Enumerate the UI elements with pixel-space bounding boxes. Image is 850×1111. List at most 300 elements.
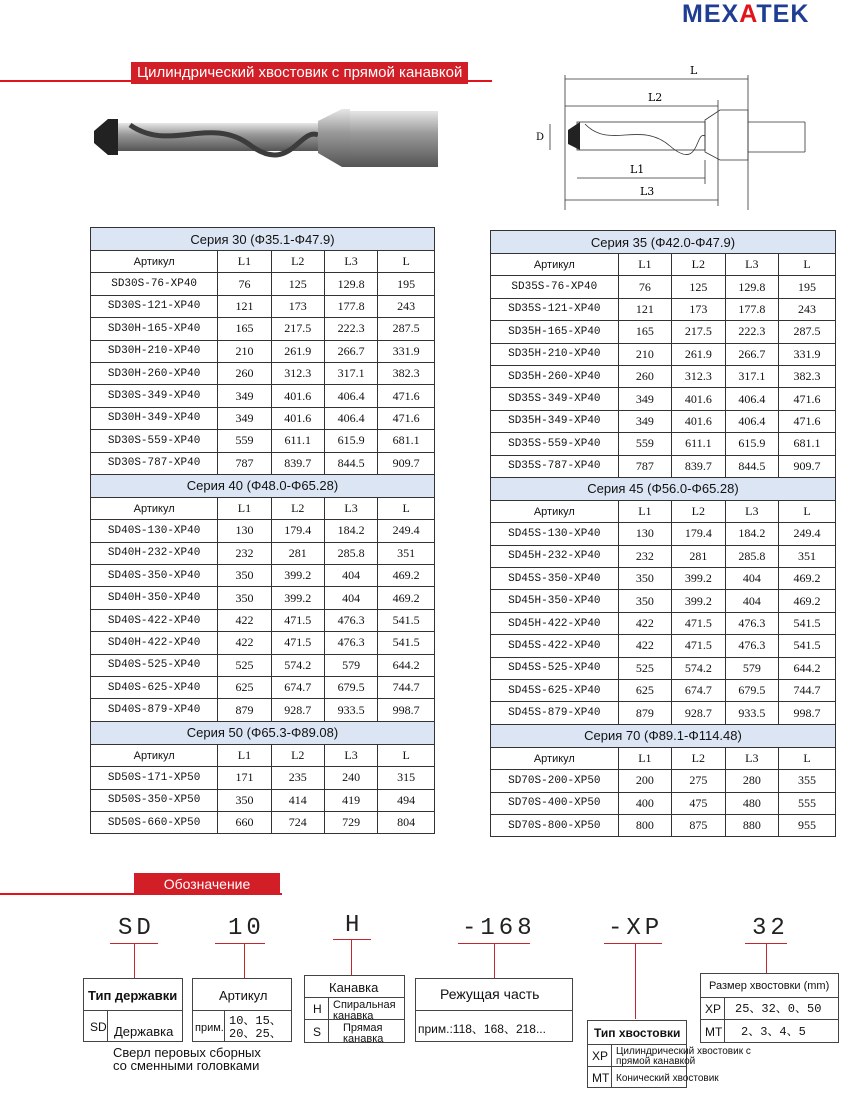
code-sd: SD <box>118 915 155 942</box>
article-cell: SD30S-559-XP40 <box>91 430 218 452</box>
table-row <box>491 612 836 634</box>
cutting-values: прим.:118、168、218... <box>418 1022 546 1036</box>
column-header-row <box>491 254 836 276</box>
table-row <box>491 365 836 387</box>
column-header: L1 <box>218 497 271 519</box>
dimension-cell: 266.7 <box>324 340 377 362</box>
dimension-cell: 232 <box>218 542 271 564</box>
dimension-cell: 312.3 <box>672 365 725 387</box>
dimension-cell: 471.6 <box>378 385 435 407</box>
table-row <box>491 545 836 567</box>
table-row <box>491 814 836 836</box>
dimension-cell: 476.3 <box>324 609 377 631</box>
dimension-cell: 909.7 <box>779 455 836 477</box>
column-header: L <box>779 500 836 522</box>
dimension-cell: 475 <box>672 792 725 814</box>
column-header: L1 <box>218 744 271 766</box>
dimension-cell: 281 <box>271 542 324 564</box>
column-header: L2 <box>672 500 725 522</box>
column-header: L1 <box>618 747 671 769</box>
dimension-cell: 574.2 <box>271 654 324 676</box>
article-cell: SD45H-350-XP40 <box>491 590 619 612</box>
article-cell: SD45S-130-XP40 <box>491 523 619 545</box>
code-h: H <box>345 912 364 939</box>
dimension-cell: 351 <box>779 545 836 567</box>
column-header: L2 <box>271 251 324 273</box>
dimension-cell: 469.2 <box>779 590 836 612</box>
dimension-cell: 312.3 <box>271 362 324 384</box>
table-row <box>491 455 836 477</box>
table-row <box>91 767 435 789</box>
dimension-cell: 130 <box>218 520 271 542</box>
dimension-cell: 880 <box>725 814 778 836</box>
table-row <box>491 568 836 590</box>
article-cell: SD70S-800-XP50 <box>491 814 619 836</box>
holder-type-code: SD <box>90 1020 107 1034</box>
dimension-cell: 349 <box>218 407 271 429</box>
article-cell: SD40H-422-XP40 <box>91 632 218 654</box>
dimension-cell: 744.7 <box>378 677 435 699</box>
article-cell: SD35S-121-XP40 <box>491 298 619 320</box>
table-row <box>491 657 836 679</box>
dimension-cell: 724 <box>271 811 324 833</box>
article-cell: SD45S-525-XP40 <box>491 657 619 679</box>
article-cell: SD40S-350-XP40 <box>91 565 218 587</box>
dimension-cell: 401.6 <box>271 385 324 407</box>
table-row <box>491 276 836 298</box>
article-cell: SD35S-349-XP40 <box>491 388 619 410</box>
holder-type-title: Тип державки <box>88 988 178 1003</box>
dimension-cell: 559 <box>218 430 271 452</box>
table-row <box>91 273 435 295</box>
article-cell: SD35H-260-XP40 <box>491 365 619 387</box>
dimension-cell: 349 <box>618 410 671 432</box>
dimension-cell: 317.1 <box>324 362 377 384</box>
dimension-cell: 525 <box>218 654 271 676</box>
dimension-cell: 839.7 <box>271 452 324 474</box>
dimension-cell: 525 <box>618 657 671 679</box>
shank-size-mt-values: 2、3、4、5 <box>741 1025 806 1039</box>
dimension-cell: 404 <box>725 590 778 612</box>
article-cell: SD30S-121-XP40 <box>91 295 218 317</box>
dimension-cell: 471.6 <box>779 410 836 432</box>
article-cell: SD40S-422-XP40 <box>91 609 218 631</box>
dimension-cell: 210 <box>218 340 271 362</box>
article-cell: SD35H-210-XP40 <box>491 343 619 365</box>
dimension-cell: 235 <box>271 767 324 789</box>
dimension-cell: 644.2 <box>779 657 836 679</box>
holder-type-box <box>83 978 183 1042</box>
dimension-cell: 541.5 <box>378 632 435 654</box>
dimension-cell: 249.4 <box>378 520 435 542</box>
table-row <box>91 811 435 833</box>
dimension-cell: 382.3 <box>779 365 836 387</box>
table-row <box>91 789 435 811</box>
dimension-cell: 844.5 <box>725 455 778 477</box>
dimension-cell: 933.5 <box>725 702 778 724</box>
dimension-cell: 287.5 <box>779 321 836 343</box>
column-header-row <box>91 251 435 273</box>
article-cell: SD40S-625-XP40 <box>91 677 218 699</box>
code-ten: 10 <box>228 915 265 942</box>
table-row <box>91 542 435 564</box>
dimension-cell: 406.4 <box>324 407 377 429</box>
series-header-row <box>491 231 836 254</box>
code-h-connector <box>351 939 352 975</box>
dimension-cell: 681.1 <box>779 433 836 455</box>
dimension-cell: 400 <box>618 792 671 814</box>
table-row <box>91 340 435 362</box>
article-cell: SD35S-76-XP40 <box>491 276 619 298</box>
dimension-cell: 210 <box>618 343 671 365</box>
dimension-cell: 476.3 <box>324 632 377 654</box>
column-header: L <box>779 254 836 276</box>
column-header-row <box>91 744 435 766</box>
dimension-cell: 401.6 <box>271 407 324 429</box>
dimension-cell: 179.4 <box>672 523 725 545</box>
table-row <box>91 587 435 609</box>
label-D: D <box>536 132 545 143</box>
dimension-cell: 998.7 <box>378 699 435 721</box>
column-header: L2 <box>672 254 725 276</box>
header-title: Цилиндрический хвостовик с прямой канавкой <box>131 62 468 84</box>
article-cell: SD40H-232-XP40 <box>91 542 218 564</box>
article-cell: SD45H-422-XP40 <box>491 612 619 634</box>
dimension-cell: 399.2 <box>672 568 725 590</box>
shank-size-title: Размер хвостовки (mm) <box>709 980 830 992</box>
dimension-cell: 729 <box>324 811 377 833</box>
cutting-title: Режущая часть <box>440 986 540 1002</box>
article-cell: SD30H-260-XP40 <box>91 362 218 384</box>
article-cell: SD40H-350-XP40 <box>91 587 218 609</box>
table-row <box>491 388 836 410</box>
groove-title: Канавка <box>329 980 379 995</box>
dimension-cell: 350 <box>618 568 671 590</box>
table-row <box>91 677 435 699</box>
series-title: Серия 45 (Φ56.0-Φ65.28) <box>491 477 836 500</box>
holder-type-note: Сверл перовых сборных со сменными головками <box>113 1045 261 1073</box>
dimension-cell: 404 <box>725 568 778 590</box>
dimension-cell: 217.5 <box>271 318 324 340</box>
table-row <box>491 702 836 724</box>
column-header: L3 <box>725 747 778 769</box>
table-row <box>491 523 836 545</box>
shank-xp-text: Цилиндрический хвостовик с прямой канавкой <box>616 1046 751 1067</box>
dimension-cell: 611.1 <box>672 433 725 455</box>
dimension-cell: 681.1 <box>378 430 435 452</box>
series-title: Серия 50 (Φ65.3-Φ89.08) <box>91 721 435 744</box>
code-h-underline <box>333 939 371 940</box>
column-header: Артикул <box>491 254 619 276</box>
drill-photo <box>90 105 440 185</box>
dimension-cell: 800 <box>618 814 671 836</box>
article-cell: SD35S-559-XP40 <box>491 433 619 455</box>
dimension-cell: 261.9 <box>271 340 324 362</box>
dimension-cell: 541.5 <box>378 609 435 631</box>
column-header: Артикул <box>91 497 218 519</box>
dimension-cell: 404 <box>324 587 377 609</box>
dimension-cell: 350 <box>618 590 671 612</box>
article-cell: SD50S-171-XP50 <box>91 767 218 789</box>
shank-xp-code: XP <box>592 1049 609 1063</box>
table-row <box>91 520 435 542</box>
article-cell: SD35H-165-XP40 <box>491 321 619 343</box>
dimension-cell: 469.2 <box>378 565 435 587</box>
dimension-cell: 541.5 <box>779 612 836 634</box>
dimension-cell: 240 <box>324 767 377 789</box>
dimension-cell: 744.7 <box>779 680 836 702</box>
dimension-drawing <box>530 60 830 220</box>
article-cell: SD30H-349-XP40 <box>91 407 218 429</box>
table-row <box>91 407 435 429</box>
dimension-cell: 350 <box>218 789 271 811</box>
series-header-row <box>91 474 435 497</box>
dimension-cell: 76 <box>618 276 671 298</box>
dimension-cell: 928.7 <box>271 699 324 721</box>
table-row <box>91 318 435 340</box>
dimension-cell: 660 <box>218 811 271 833</box>
table-row <box>491 343 836 365</box>
dimension-cell: 625 <box>618 680 671 702</box>
table-row <box>91 699 435 721</box>
column-header: L2 <box>672 747 725 769</box>
dimension-cell: 674.7 <box>271 677 324 699</box>
shank-mt-text: Конический хвостовик <box>616 1073 719 1084</box>
series-title: Серия 70 (Φ89.1-Φ114.48) <box>491 724 836 747</box>
article-cell: SD50S-660-XP50 <box>91 811 218 833</box>
dimension-cell: 173 <box>672 298 725 320</box>
dimension-cell: 125 <box>271 273 324 295</box>
dimension-cell: 541.5 <box>779 635 836 657</box>
article-cell: SD30S-349-XP40 <box>91 385 218 407</box>
dimension-cell: 804 <box>378 811 435 833</box>
dimension-cell: 476.3 <box>725 612 778 634</box>
dimension-cell: 879 <box>218 699 271 721</box>
groove-s-text: Прямая канавка <box>343 1022 384 1045</box>
dimension-cell: 404 <box>324 565 377 587</box>
dimension-cell: 471.5 <box>672 612 725 634</box>
series-title: Серия 35 (Φ42.0-Φ47.9) <box>491 231 836 254</box>
column-header-row <box>491 747 836 769</box>
dimension-cell: 615.9 <box>725 433 778 455</box>
dimension-cell: 399.2 <box>271 587 324 609</box>
groove-box <box>304 975 405 1043</box>
column-header: L <box>779 747 836 769</box>
spec-table-right <box>490 230 836 837</box>
dimension-cell: 844.5 <box>324 452 377 474</box>
dimension-cell: 933.5 <box>324 699 377 721</box>
dimension-cell: 471.6 <box>779 388 836 410</box>
dimension-cell: 875 <box>672 814 725 836</box>
dimension-cell: 787 <box>618 455 671 477</box>
dimension-cell: 177.8 <box>725 298 778 320</box>
dimension-cell: 644.2 <box>378 654 435 676</box>
dimension-cell: 184.2 <box>725 523 778 545</box>
series-title: Серия 30 (Φ35.1-Φ47.9) <box>91 228 435 251</box>
article-cell: SD30S-76-XP40 <box>91 273 218 295</box>
dimension-cell: 217.5 <box>672 321 725 343</box>
article-cell: SD35H-349-XP40 <box>491 410 619 432</box>
table-row <box>91 295 435 317</box>
label-L3: L3 <box>640 185 655 198</box>
column-header: L <box>378 497 435 519</box>
designation-title: Обозначение <box>134 873 280 895</box>
brand-logo: MEXATEK <box>682 0 810 28</box>
dimension-cell: 177.8 <box>324 295 377 317</box>
dimension-cell: 579 <box>725 657 778 679</box>
dimension-cell: 349 <box>618 388 671 410</box>
table-row <box>491 410 836 432</box>
dimension-cell: 260 <box>218 362 271 384</box>
dimension-cell: 179.4 <box>271 520 324 542</box>
article-cell: SD30S-787-XP40 <box>91 452 218 474</box>
shank-size-xp-values: 25、32、0、50 <box>735 1002 822 1016</box>
cutting-box <box>415 978 573 1042</box>
dimension-cell: 480 <box>725 792 778 814</box>
article-cell: SD45S-350-XP40 <box>491 568 619 590</box>
code-xp: -XP <box>608 915 664 942</box>
dimension-cell: 317.1 <box>725 365 778 387</box>
shank-size-xp-code: XP <box>705 1002 722 1016</box>
column-header: Артикул <box>491 747 619 769</box>
code-ten-underline <box>215 943 265 944</box>
dimension-cell: 129.8 <box>324 273 377 295</box>
dimension-cell: 909.7 <box>378 452 435 474</box>
dimension-cell: 121 <box>218 295 271 317</box>
dimension-cell: 125 <box>672 276 725 298</box>
code-xp-underline <box>604 943 662 944</box>
spec-table-left <box>90 227 435 834</box>
dimension-cell: 173 <box>271 295 324 317</box>
code-sd-connector <box>134 943 135 978</box>
dimension-cell: 243 <box>378 295 435 317</box>
dimension-cell: 349 <box>218 385 271 407</box>
dimension-cell: 280 <box>725 770 778 792</box>
dimension-cell: 928.7 <box>672 702 725 724</box>
dimension-cell: 399.2 <box>672 590 725 612</box>
dimension-cell: 165 <box>218 318 271 340</box>
groove-h-text: Спиральная канавка <box>333 999 396 1022</box>
dimension-cell: 285.8 <box>324 542 377 564</box>
column-header: Артикул <box>491 500 619 522</box>
dimension-cell: 130 <box>618 523 671 545</box>
dimension-cell: 574.2 <box>672 657 725 679</box>
article-title: Артикул <box>219 988 268 1003</box>
dimension-cell: 184.2 <box>324 520 377 542</box>
article-cell: SD50S-350-XP50 <box>91 789 218 811</box>
dimension-cell: 471.5 <box>271 609 324 631</box>
column-header: L3 <box>725 500 778 522</box>
column-header: L1 <box>618 500 671 522</box>
article-cell: SD45S-422-XP40 <box>491 635 619 657</box>
dimension-cell: 471.5 <box>672 635 725 657</box>
article-box <box>192 978 292 1042</box>
dimension-cell: 839.7 <box>672 455 725 477</box>
series-header-row <box>491 477 836 500</box>
dimension-cell: 281 <box>672 545 725 567</box>
label-L2: L2 <box>648 91 663 104</box>
dimension-cell: 422 <box>218 632 271 654</box>
column-header: L2 <box>271 497 324 519</box>
dimension-cell: 476.3 <box>725 635 778 657</box>
table-row <box>491 433 836 455</box>
dimension-cell: 121 <box>618 298 671 320</box>
series-header-row <box>491 724 836 747</box>
table-row <box>91 654 435 676</box>
article-cell: SD30H-165-XP40 <box>91 318 218 340</box>
table-row <box>91 565 435 587</box>
dimension-cell: 399.2 <box>271 565 324 587</box>
groove-s-code: S <box>313 1025 322 1039</box>
code-xp-connector <box>635 943 636 1019</box>
dimension-cell: 955 <box>779 814 836 836</box>
dimension-cell: 195 <box>378 273 435 295</box>
dimension-cell: 406.4 <box>725 388 778 410</box>
code-ten-connector <box>244 943 245 978</box>
dimension-cell: 222.3 <box>324 318 377 340</box>
code-length: -168 <box>462 915 536 942</box>
column-header: L <box>378 744 435 766</box>
dimension-cell: 315 <box>378 767 435 789</box>
table-row <box>91 362 435 384</box>
article-cell: SD70S-400-XP50 <box>491 792 619 814</box>
shank-size-box <box>700 973 839 1043</box>
dimension-cell: 615.9 <box>324 430 377 452</box>
shank-type-box <box>587 1020 751 1088</box>
dimension-cell: 469.2 <box>378 587 435 609</box>
series-header-row <box>91 228 435 251</box>
table-row <box>491 680 836 702</box>
dimension-cell: 200 <box>618 770 671 792</box>
dimension-cell: 406.4 <box>324 385 377 407</box>
article-cell: SD30H-210-XP40 <box>91 340 218 362</box>
dimension-cell: 249.4 <box>779 523 836 545</box>
table-row <box>91 430 435 452</box>
column-header: L1 <box>218 251 271 273</box>
article-cell: SD45S-625-XP40 <box>491 680 619 702</box>
dimension-cell: 422 <box>618 635 671 657</box>
article-cell: SD40S-130-XP40 <box>91 520 218 542</box>
dimension-cell: 419 <box>324 789 377 811</box>
label-L1: L1 <box>630 163 645 176</box>
shank-type-title: Тип хвостовки <box>594 1026 681 1040</box>
dimension-cell: 222.3 <box>725 321 778 343</box>
dimension-cell: 243 <box>779 298 836 320</box>
article-cell: SD45H-232-XP40 <box>491 545 619 567</box>
article-cell: SD40S-879-XP40 <box>91 699 218 721</box>
label-L: L <box>690 64 698 77</box>
dimension-cell: 494 <box>378 789 435 811</box>
column-header: L3 <box>324 497 377 519</box>
dimension-cell: 469.2 <box>779 568 836 590</box>
dimension-cell: 998.7 <box>779 702 836 724</box>
dimension-cell: 382.3 <box>378 362 435 384</box>
dimension-cell: 471.5 <box>271 632 324 654</box>
table-row <box>91 385 435 407</box>
dimension-cell: 261.9 <box>672 343 725 365</box>
dimension-cell: 611.1 <box>271 430 324 452</box>
dimension-cell: 171 <box>218 767 271 789</box>
column-header: L <box>378 251 435 273</box>
column-header-row <box>91 497 435 519</box>
article-prefix: прим. <box>195 1022 224 1034</box>
column-header: L3 <box>324 744 377 766</box>
dimension-cell: 260 <box>618 365 671 387</box>
code-size-connector <box>766 943 767 973</box>
table-row <box>491 298 836 320</box>
dimension-cell: 165 <box>618 321 671 343</box>
code-length-connector <box>494 943 495 978</box>
